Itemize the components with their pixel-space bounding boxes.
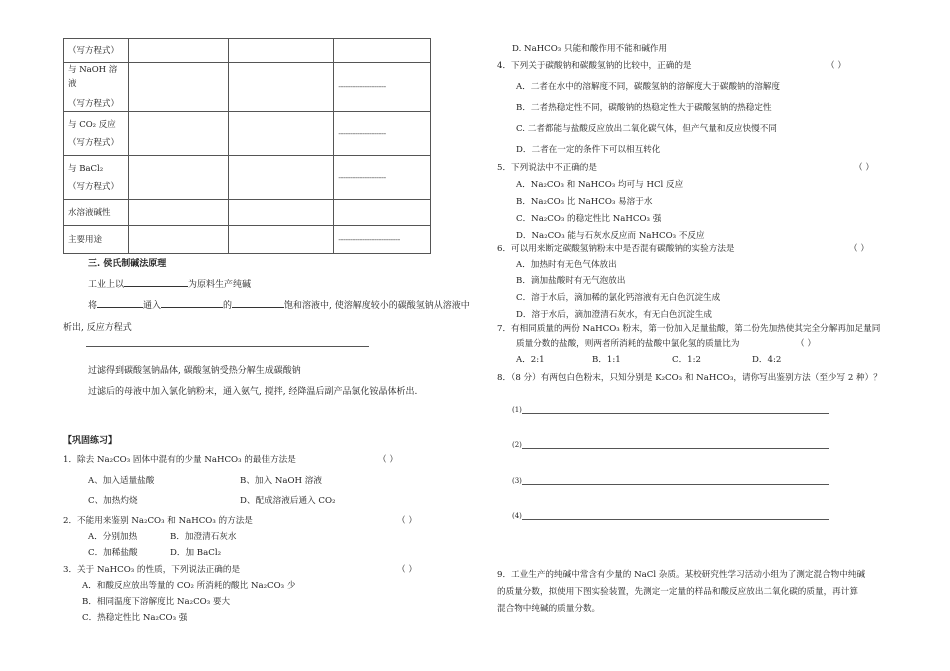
- row-label: 与 BaCl₂ （写方程式）: [64, 156, 129, 200]
- answer-label: (2): [512, 441, 522, 449]
- answer-paren: （ ）: [397, 516, 417, 526]
- table-row: [64, 156, 431, 200]
- question-7: 7．有相同质量的两份 NaHCO₃ 粉末，第一份加入足量盐酸，第二份先加热使其完全分解再加足量同: [497, 324, 881, 334]
- option: B．相同温度下溶解度比 Na₂CO₃ 要大: [82, 597, 231, 607]
- paragraph: 过滤得到碳酸氢钠晶体, 碳酸氢钠受热分解生成碳酸钠: [88, 366, 301, 376]
- answer-paren: （ ）: [397, 565, 417, 575]
- row-label: 与 CO₂ 反应 （写方程式）: [64, 112, 129, 156]
- option: D. NaHCO₃ 只能和酸作用不能和碱作用: [512, 44, 668, 54]
- option: B．加澄清石灰水: [170, 532, 237, 542]
- answer-paren: （ ）: [849, 244, 869, 254]
- answer-label: (1): [512, 406, 522, 414]
- option: D．4:2: [752, 355, 782, 365]
- paragraph: 析出, 反应方程式: [63, 323, 132, 333]
- option: C．热稳定性比 Na₂CO₃ 强: [82, 613, 188, 623]
- table-row: [64, 200, 431, 226]
- answer-paren: （ ）: [378, 455, 398, 465]
- row-label: 主要用途: [64, 226, 129, 254]
- table-row: [64, 63, 431, 112]
- option: C．Na₂CO₃ 的稳定性比 NaHCO₃ 强: [516, 214, 662, 224]
- question-2: 2．不能用来鉴别 Na₂CO₃ 和 NaHCO₃ 的方法是: [63, 516, 253, 526]
- option: D．溶于水后，滴加澄清石灰水，有无白色沉淀生成: [516, 310, 712, 320]
- option: B．1:1: [592, 355, 621, 365]
- answer-paren: （ ）: [854, 163, 874, 173]
- answer-paren: （ ）: [796, 339, 816, 349]
- dash-line: --------------------------: [334, 226, 431, 254]
- option: B、加入 NaOH 溶液: [240, 476, 322, 486]
- dash-line: --------------------: [334, 63, 431, 112]
- table-row: [64, 39, 431, 63]
- dash-line: --------------------: [334, 156, 431, 200]
- option: B．Na₂CO₃ 比 NaHCO₃ 易溶于水: [516, 197, 653, 207]
- practice-title: 【巩固练习】: [63, 436, 118, 446]
- option: B．二者热稳定性不同，碳酸钠的热稳定性大于碳酸氢钠的热稳定性: [516, 103, 772, 113]
- question-7-cont: 质量分数的盐酸，则两者所消耗的盐酸中氯化氢的质量比为: [516, 339, 740, 349]
- question-1: 1．除去 Na₂CO₃ 固体中混有的少量 NaHCO₃ 的最佳方法是: [63, 455, 296, 465]
- question-5: 5．下列说法中不正确的是: [497, 163, 597, 173]
- option: B．滴加盐酸时有无气泡放出: [516, 276, 626, 286]
- question-9-cont: 的质量分数，拟使用下图实验装置，先测定一定量的样品和酸反应放出二氧化碳的质量，再计算: [497, 587, 858, 597]
- option: D．二者在一定的条件下可以相互转化: [516, 145, 661, 155]
- option: C．1:2: [672, 355, 701, 365]
- option: A．分别加热: [88, 532, 138, 542]
- paragraph: 过滤后的母液中加入氯化钠粉末，通入氨气, 搅拌, 经降温后副产品氯化铵晶体析出.: [88, 387, 418, 397]
- dash-line: --------------------: [334, 112, 431, 156]
- option: C、加热灼烧: [88, 496, 138, 506]
- option: C．溶于水后，滴加稀的氯化钙溶液有无白色沉淀生成: [516, 293, 721, 303]
- question-3: 3．关于 NaHCO₃ 的性质，下列说法正确的是: [63, 565, 241, 575]
- question-9-cont: 混合物中纯碱的质量分数。: [497, 604, 601, 614]
- question-8: 8．（8 分）有两包白色粉末，只知分别是 K₂CO₃ 和 NaHCO₃，请你写出鉴别方法（至少写 2 种）？: [497, 373, 882, 383]
- option: D、配成溶液后通入 CO₂: [240, 496, 336, 506]
- paragraph: 将 通入 的 饱和溶液中, 使溶解度较小的碳酸氢钠从溶液中: [88, 298, 470, 311]
- answer-line[interactable]: [522, 413, 829, 414]
- paragraph: 工业上以 为原料生产纯碱: [88, 277, 251, 290]
- option: A．二者在水中的溶解度不同，碳酸氢钠的溶解度大于碳酸钠的溶解度: [516, 82, 781, 92]
- answer-line[interactable]: [522, 519, 829, 520]
- question-9: 9．工业生产的纯碱中常含有少量的 NaCl 杂质。某校研究性学习活动小组为了测定混合物中纯碱: [497, 570, 866, 580]
- option: A．2:1: [516, 355, 545, 365]
- option: A．和酸反应放出等量的 CO₂ 所消耗的酸比 Na₂CO₃ 少: [82, 581, 296, 591]
- answer-label: (3): [512, 477, 522, 485]
- answer-line[interactable]: [522, 448, 829, 449]
- option: D．Na₂CO₃ 能与石灰水反应而 NaHCO₃ 不反应: [516, 231, 705, 241]
- answer-label: (4): [512, 512, 522, 520]
- question-4: 4．下列关于碳酸钠和碳酸氢钠的比较中，正确的是: [497, 61, 692, 71]
- row-label: 与 NaOH 溶 液 （写方程式）: [64, 63, 129, 112]
- answer-paren: （ ）: [826, 61, 846, 71]
- answer-line[interactable]: [522, 484, 829, 485]
- row-label: （写方程式）: [64, 39, 129, 63]
- option: A．加热时有无色气体放出: [516, 260, 617, 270]
- option: C. 二者都能与盐酸反应放出二氧化碳气体，但产气量和反应快慢不同: [516, 124, 777, 134]
- table-row: [64, 112, 431, 156]
- row-label: 水溶液碱性: [64, 200, 129, 226]
- option: D．加 BaCl₂: [170, 548, 222, 558]
- question-6: 6．可以用来断定碳酸氢钠粉末中是否混有碳酸钠的实验方法是: [497, 244, 735, 254]
- option: C．加稀盐酸: [88, 548, 138, 558]
- table-row: [64, 226, 431, 254]
- option: A．Na₂CO₃ 和 NaHCO₃ 均可与 HCl 反应: [516, 180, 684, 190]
- option: A、加入适量盐酸: [88, 476, 155, 486]
- section-title: 三. 侯氏制碱法原理: [88, 259, 167, 269]
- comparison-table: [63, 38, 431, 254]
- answer-line: [86, 346, 369, 347]
